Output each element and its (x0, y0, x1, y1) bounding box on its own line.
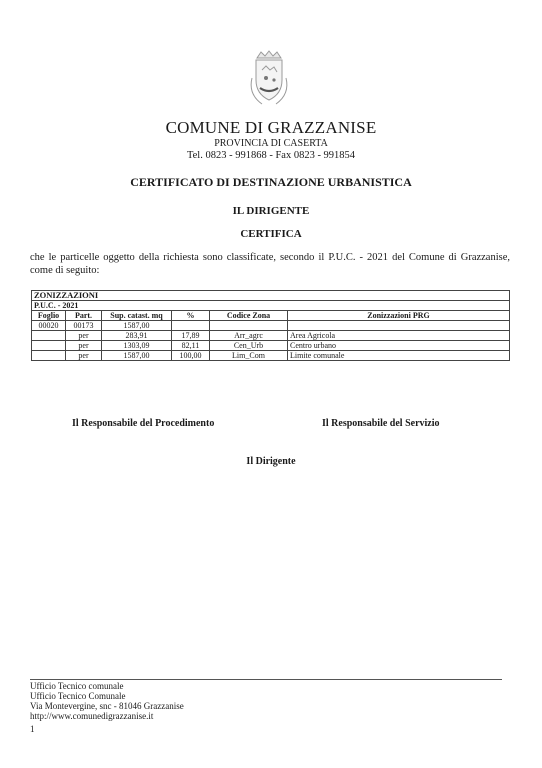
cell-codice: Lim_Com (210, 351, 288, 361)
col-header-sup: Sup. catast. mq (102, 311, 172, 321)
cell-percent (172, 321, 210, 331)
col-header-percent: % (172, 311, 210, 321)
table-row (32, 321, 510, 331)
col-header-zonizzazioni: Zonizzazioni PRG (288, 311, 510, 321)
cell-zonizzazione: Centro urbano (288, 341, 510, 351)
cell-part: 00173 (66, 321, 102, 331)
comune-name: COMUNE DI GRAZZANISE (165, 118, 377, 137)
zoning-table (31, 290, 510, 361)
certificate-title: CERTIFICATO DI DESTINAZIONE URBANISTICA (130, 175, 412, 189)
table-row (32, 341, 510, 351)
cell-sup: 283,91 (102, 331, 172, 341)
cell-part: per (66, 341, 102, 351)
signature-responsabile-servizio: Il Responsabile del Servizio (322, 418, 440, 429)
cell-codice: Cen_Urb (210, 341, 288, 351)
cell-sup: 1587,00 (102, 351, 172, 361)
cell-percent: 17,89 (172, 331, 210, 341)
certifica-heading: CERTIFICA (240, 228, 302, 240)
footer-divider (30, 679, 502, 680)
footer-website: http://www.comunedigrazzanise.it (30, 711, 154, 721)
footer-office-line: Ufficio Tecnico comunale (30, 681, 124, 691)
footer-office-line: Ufficio Tecnico Comunale (30, 691, 126, 701)
signature-responsabile-procedimento: Il Responsabile del Procedimento (72, 418, 215, 429)
cell-codice: Arr_agrc (210, 331, 288, 341)
cell-percent: 82,11 (172, 341, 210, 351)
provincia-label: PROVINCIA DI CASERTA (214, 138, 328, 149)
table-subsection-title: P.U.C. - 2021 (32, 301, 510, 311)
signature-dirigente: Il Dirigente (246, 456, 296, 467)
contacts-line: Tel. 0823 - 991868 - Fax 0823 - 991854 (186, 150, 356, 161)
table-row (32, 331, 510, 341)
footer-address: Via Montevergine, snc - 81046 Grazzanise (30, 701, 184, 711)
page-number: 1 (30, 724, 35, 734)
municipal-crest-icon (244, 50, 294, 110)
cell-foglio (32, 331, 66, 341)
cell-foglio (32, 351, 66, 361)
table-row (32, 351, 510, 361)
cell-codice (210, 321, 288, 331)
cell-percent: 100,00 (172, 351, 210, 361)
col-header-part: Part. (66, 311, 102, 321)
cell-part: per (66, 331, 102, 341)
cell-zonizzazione: Area Agricola (288, 331, 510, 341)
col-header-foglio: Foglio (32, 311, 66, 321)
dirigente-heading: IL DIRIGENTE (232, 205, 310, 217)
cell-foglio (32, 341, 66, 351)
intro-paragraph: che le particelle oggetto della richiesta sono classificate, secondo il P.U.C. - 2021 del Comune di Grazzanise, come di seguito: (30, 252, 510, 276)
table-header-row (32, 311, 510, 321)
cell-zonizzazione (288, 321, 510, 331)
table-section-title: ZONIZZAZIONI (32, 291, 510, 301)
cell-zonizzazione: Limite comunale (288, 351, 510, 361)
cell-sup: 1587,00 (102, 321, 172, 331)
cell-sup: 1303,09 (102, 341, 172, 351)
cell-part: per (66, 351, 102, 361)
col-header-codice: Codice Zona (210, 311, 288, 321)
cell-foglio: 00020 (32, 321, 66, 331)
